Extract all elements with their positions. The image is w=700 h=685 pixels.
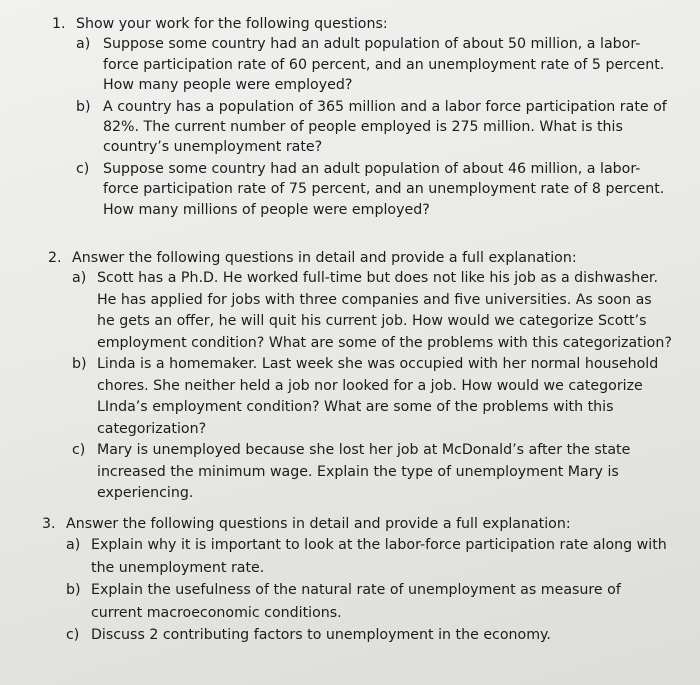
part-label: a) — [72, 270, 87, 287]
part-text: Explain why it is important to look at the labor-force participation rate along with the unemployment rate. — [91, 537, 667, 576]
part-text: Discuss 2 contributing factors to unemployment in the economy. — [91, 627, 551, 644]
question-3 — [42, 514, 672, 647]
question-3-part-b — [66, 579, 672, 624]
question-1-number: 1. — [52, 16, 66, 32]
part-text: Scott has a Ph.D. He worked full-time but does not like his job as a dishwasher. He has applied for jobs with three companies and five universities. As soon as he gets an offer, he will quit his current job. How would we categorize Scott’s employment condition? What are some of the problems with this categorization? — [97, 270, 672, 351]
question-2-part-b — [72, 354, 672, 440]
part-label: c) — [66, 627, 80, 644]
question-2-prompt: Answer the following questions in detail and provide a full explanation: — [72, 250, 577, 266]
part-label: b) — [72, 356, 87, 373]
part-text: A country has a population of 365 million and a labor force participation rate of 82%. The current number of people employed is 275 million. What is this country’s unemployment rate? — [103, 98, 667, 156]
question-1-prompt: Show your work for the following questions: — [76, 16, 388, 32]
part-text: Suppose some country had an adult population of about 46 million, a labor-force participation rate of 75 percent, and an unemployment rate of 8 percent. How many millions of people were employed? — [103, 160, 665, 218]
question-1-part-a — [76, 34, 672, 95]
question-3-number: 3. — [42, 516, 56, 532]
question-3-prompt: Answer the following questions in detail and provide a full explanation: — [66, 516, 571, 532]
question-3-parts — [66, 534, 672, 647]
part-label: c) — [72, 442, 86, 459]
part-label: c) — [76, 160, 90, 177]
question-3-header — [42, 514, 672, 534]
part-text: Linda is a homemaker. Last week she was occupied with her normal household chores. She neither held a job nor looked for a job. How would we categorize LInda’s employment condition? What are some of the problems with this categorization? — [97, 356, 659, 437]
part-label: a) — [66, 537, 81, 554]
question-1-part-c — [76, 159, 672, 220]
question-2-number: 2. — [48, 250, 62, 266]
question-1-header — [52, 14, 672, 34]
question-1-part-b — [76, 97, 672, 158]
question-2-header — [48, 248, 672, 268]
question-1 — [52, 14, 672, 220]
part-label: a) — [76, 36, 91, 53]
question-2 — [48, 248, 672, 505]
part-label: b) — [76, 98, 91, 115]
question-2-part-a — [72, 268, 672, 354]
question-2-parts — [72, 268, 672, 505]
part-text: Explain the usefulness of the natural rate of unemployment as measure of current macroeconomic conditions. — [91, 582, 621, 621]
question-3-part-c — [66, 624, 672, 647]
part-text: Mary is unemployed because she lost her job at McDonald’s after the state increased the minimum wage. Explain the type of unemployment Mary is experiencing. — [97, 442, 631, 502]
question-2-part-c — [72, 440, 672, 505]
question-1-parts — [76, 34, 672, 220]
question-3-part-a — [66, 534, 672, 579]
part-label: b) — [66, 582, 81, 599]
part-text: Suppose some country had an adult population of about 50 million, a labor-force participation rate of 60 percent, and an unemployment rate of 5 percent. How many people were employed? — [103, 36, 665, 94]
